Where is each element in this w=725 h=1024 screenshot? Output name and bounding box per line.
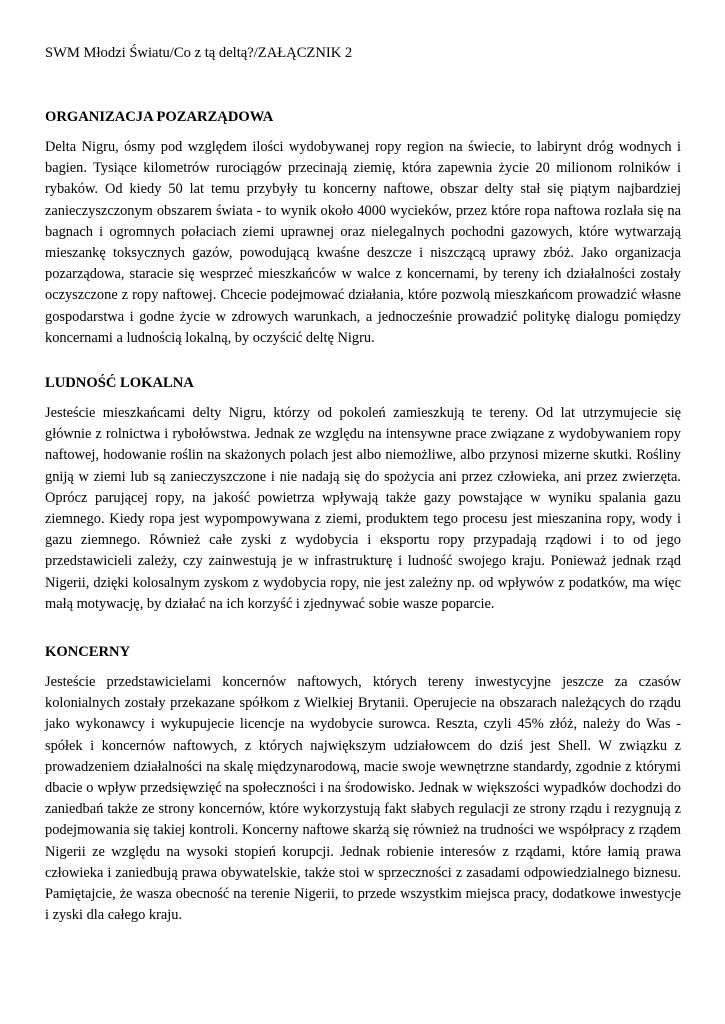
section-corporations (45, 643, 681, 926)
section-title-local-population: LUDNOŚĆ LOKALNA (45, 375, 194, 391)
section-ngo (45, 108, 681, 349)
document-header: SWM Młodzi Światu/Co z tą deltą?/ZAŁĄCZNIK 2 (45, 45, 353, 61)
section-title-ngo: ORGANIZACJA POZARZĄDOWA (45, 109, 274, 125)
section-title-corporations: KONCERNY (45, 644, 131, 660)
section-body-local-population: Jesteście mieszkańcami delty Nigru, którzy od pokoleń zamieszkują te tereny. Od lat utrzymujecie się głównie z rolnictwa i rybołówstwa. Jednak ze względu na intensywne prace związane z wydobywaniem ropy naftowej, hodowanie roślin na skażonych polach jest albo niemożliwe, albo przynosi mizerne skutki. Rośliny gniją w ziemi lub są zanieczyszczone i nie nadają się do spożycia ani przez człowieka, ani przez zwierzęta. Oprócz parującej ropy, na jakość powietrza wpływają także gazy powstające w wyniku spalania gazu ziemnego. Kiedy ropa jest wypompowywana z ziemi, produktem tego procesu jest mieszanina ropy, wody i gazu ziemnego. Również całe zyski z wydobycia i eksportu ropy przypadają rządowi i to od jego przedstawicieli zależy, czy zainwestują je w infrastrukturę i ludność swojego kraju. Ponieważ jednak rząd Nigerii, dzięki kolosalnym zyskom z wydobycia ropy, nie jest zależny np. od wpływów z podatków, ma więc małą motywację, by działać na ich korzyść i zjednywać sobie wasze poparcie. (45, 405, 681, 612)
section-local-population (45, 374, 681, 615)
section-body-corporations: Jesteście przedstawicielami koncernów naftowych, których tereny inwestycyjne jeszcze za czasów kolonialnych zostały przekazane spółkom z Wielkiej Brytanii. Operujecie na obszarach należących do rządu jako wykonawcy i wykupujecie licencje na wydobycie surowca. Reszta, czyli 45% złóż, należy do Was - spółek i koncernów naftowych, z których największym udziałowcem do dziś jest Shell. W związku z prowadzeniem działalności na skalę międzynarodową, macie swoje wewnętrzne standardy, zgodnie z którymi dbacie o wpływ przedsięwzięć na społeczności i na środowisko. Jednak w większości wypadków dochodzi do zaniedbań także ze strony koncernów, które wykorzystują fakt słabych regulacji ze strony rządu i rezygnują z podejmowania się takiej kontroli. Koncerny naftowe skarżą się również na trudności we współpracy z rządem Nigerii ze względu na wysoki stopień korupcji. Jednak robienie interesów z rządami, które łamią prawa człowieka i zaniedbują prawa obywatelskie, także stoi w sprzeczności z zasadami odpowiedzialnego biznesu. Pamiętajcie, że wasza obecność na terenie Nigerii, to przede wszystkim miejsca pracy, dodatkowe inwestycje i zyski dla całego kraju. (45, 674, 681, 924)
section-body-ngo: Delta Nigru, ósmy pod względem ilości wydobywanej ropy region na świecie, to labirynt dróg wodnych i bagien. Tysiące kilometrów rurociągów przecinają ziemię, która zapewnia życie 20 milionom rolników i rybaków. Od kiedy 50 lat temu przybyły tu koncerny naftowe, obszar delty stał się piątym najbardziej zanieczyszczonym obszarem świata - to wynik około 4000 wycieków, przez które ropa naftowa rozlała się na bagnach i ogromnych połaciach ziemi uprawnej oraz nielegalnych pochodni gazowych, które wytwarzają mieszankę toksycznych gazów, powodującą kwaśne deszcze i niszczącą uprawy zbóż. Jako organizacja pozarządowa, staracie się wesprzeć mieszkańców w walce z koncernami, by tereny ich działalności zostały oczyszczone z ropy naftowej. Chcecie podejmować działania, które pozwolą mieszkańcom prowadzić własne gospodarstwa i godne życie w zdrowych warunkach, a jednocześnie prowadzić politykę dialogu pomiędzy koncernami a ludnością lokalną, by oczyścić deltę Nigru. (45, 139, 681, 346)
